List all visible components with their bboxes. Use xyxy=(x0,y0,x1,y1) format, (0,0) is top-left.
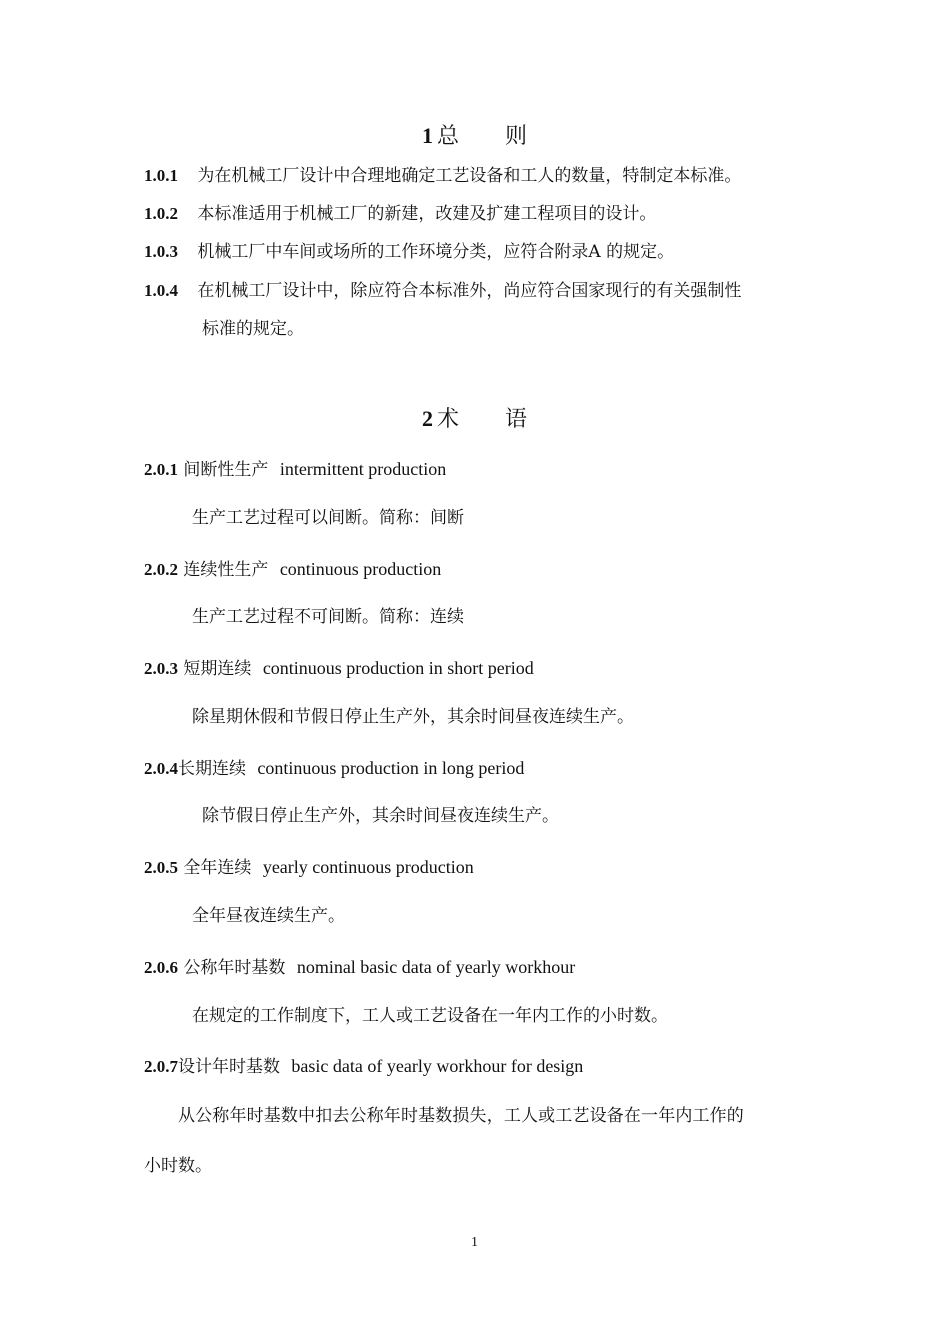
term-number: 2.0.3 xyxy=(144,659,178,678)
clause-number: 1.0.1 xyxy=(144,166,178,185)
clause-number: 1.0.2 xyxy=(144,204,178,223)
chapter-1-number: 1 xyxy=(422,123,433,148)
term-cn: 设计年时基数 xyxy=(178,1057,280,1077)
clause-number: 1.0.3 xyxy=(144,242,178,261)
clause-text: 在机械工厂设计中，除应符合本标准外，尚应符合国家现行的有关强制性 xyxy=(197,281,742,301)
chapter-2-number: 2 xyxy=(422,406,433,431)
term-2-0-5 xyxy=(144,855,474,880)
chapter-2-title-b: 语 xyxy=(505,407,528,432)
clause-1-0-1 xyxy=(144,164,741,188)
term-number: 2.0.7 xyxy=(144,1057,178,1076)
chapter-1-heading xyxy=(422,119,527,150)
term-number: 2.0.2 xyxy=(144,560,178,579)
term-en: intermittent production xyxy=(279,459,447,479)
term-number: 2.0.4 xyxy=(144,759,178,778)
clause-text: 机械工厂中车间或场所的工作环境分类，应符合附录A 的规定。 xyxy=(197,242,675,262)
clause-1-0-2 xyxy=(144,202,656,226)
clause-text: 为在机械工厂设计中合理地确定工艺设备和工人的数量，特制定本标准。 xyxy=(197,166,742,186)
chapter-1-title-a: 总 xyxy=(437,124,460,149)
term-cn: 公称年时基数 xyxy=(183,958,286,978)
term-number: 2.0.6 xyxy=(144,958,178,977)
chapter-1-title-b: 则 xyxy=(505,124,528,149)
term-2-0-1-definition: 生产工艺过程可以间断。简称：间断 xyxy=(192,508,464,528)
term-cn: 全年连续 xyxy=(183,858,252,878)
term-en: continuous production in short period xyxy=(262,658,534,678)
term-2-0-5-definition: 全年昼夜连续生产。 xyxy=(192,906,345,926)
term-2-0-3 xyxy=(144,656,534,681)
term-2-0-6 xyxy=(144,955,575,980)
term-2-0-7 xyxy=(144,1054,583,1079)
chapter-2-title-a: 术 xyxy=(437,407,460,432)
clause-text: 本标准适用于机械工厂的新建，改建及扩建工程项目的设计。 xyxy=(197,204,657,224)
term-cn: 间断性生产 xyxy=(183,460,269,480)
term-2-0-2 xyxy=(144,557,441,582)
term-en: continuous production xyxy=(279,559,442,579)
clause-number: 1.0.4 xyxy=(144,281,178,300)
clause-1-0-4-continuation: 标准的规定。 xyxy=(202,319,304,339)
term-number: 2.0.5 xyxy=(144,858,178,877)
term-en: nominal basic data of yearly workhour xyxy=(296,957,576,977)
term-2-0-3-definition: 除星期休假和节假日停止生产外，其余时间昼夜连续生产。 xyxy=(192,707,634,727)
term-cn: 短期连续 xyxy=(183,659,252,679)
term-2-0-2-definition: 生产工艺过程不可间断。简称：连续 xyxy=(192,607,464,627)
term-en: basic data of yearly workhour for design xyxy=(291,1056,584,1076)
term-2-0-7-definition-continuation: 小时数。 xyxy=(144,1156,212,1176)
term-2-0-6-definition: 在规定的工作制度下，工人或工艺设备在一年内工作的小时数。 xyxy=(192,1006,668,1026)
term-2-0-1 xyxy=(144,457,446,482)
term-2-0-4-definition: 除节假日停止生产外，其余时间昼夜连续生产。 xyxy=(202,806,559,826)
term-2-0-4 xyxy=(144,756,524,781)
page-number: 1 xyxy=(471,1235,478,1250)
term-cn: 连续性生产 xyxy=(183,560,269,580)
term-en: continuous production in long period xyxy=(257,758,525,778)
clause-1-0-3 xyxy=(144,240,674,264)
term-2-0-7-definition: 从公称年时基数中扣去公称年时基数损失，工人或工艺设备在一年内工作的 xyxy=(178,1106,744,1126)
clause-1-0-4 xyxy=(144,279,741,303)
term-cn: 长期连续 xyxy=(178,759,246,779)
term-number: 2.0.1 xyxy=(144,460,178,479)
term-en: yearly continuous production xyxy=(262,857,474,877)
chapter-2-heading xyxy=(422,402,527,433)
